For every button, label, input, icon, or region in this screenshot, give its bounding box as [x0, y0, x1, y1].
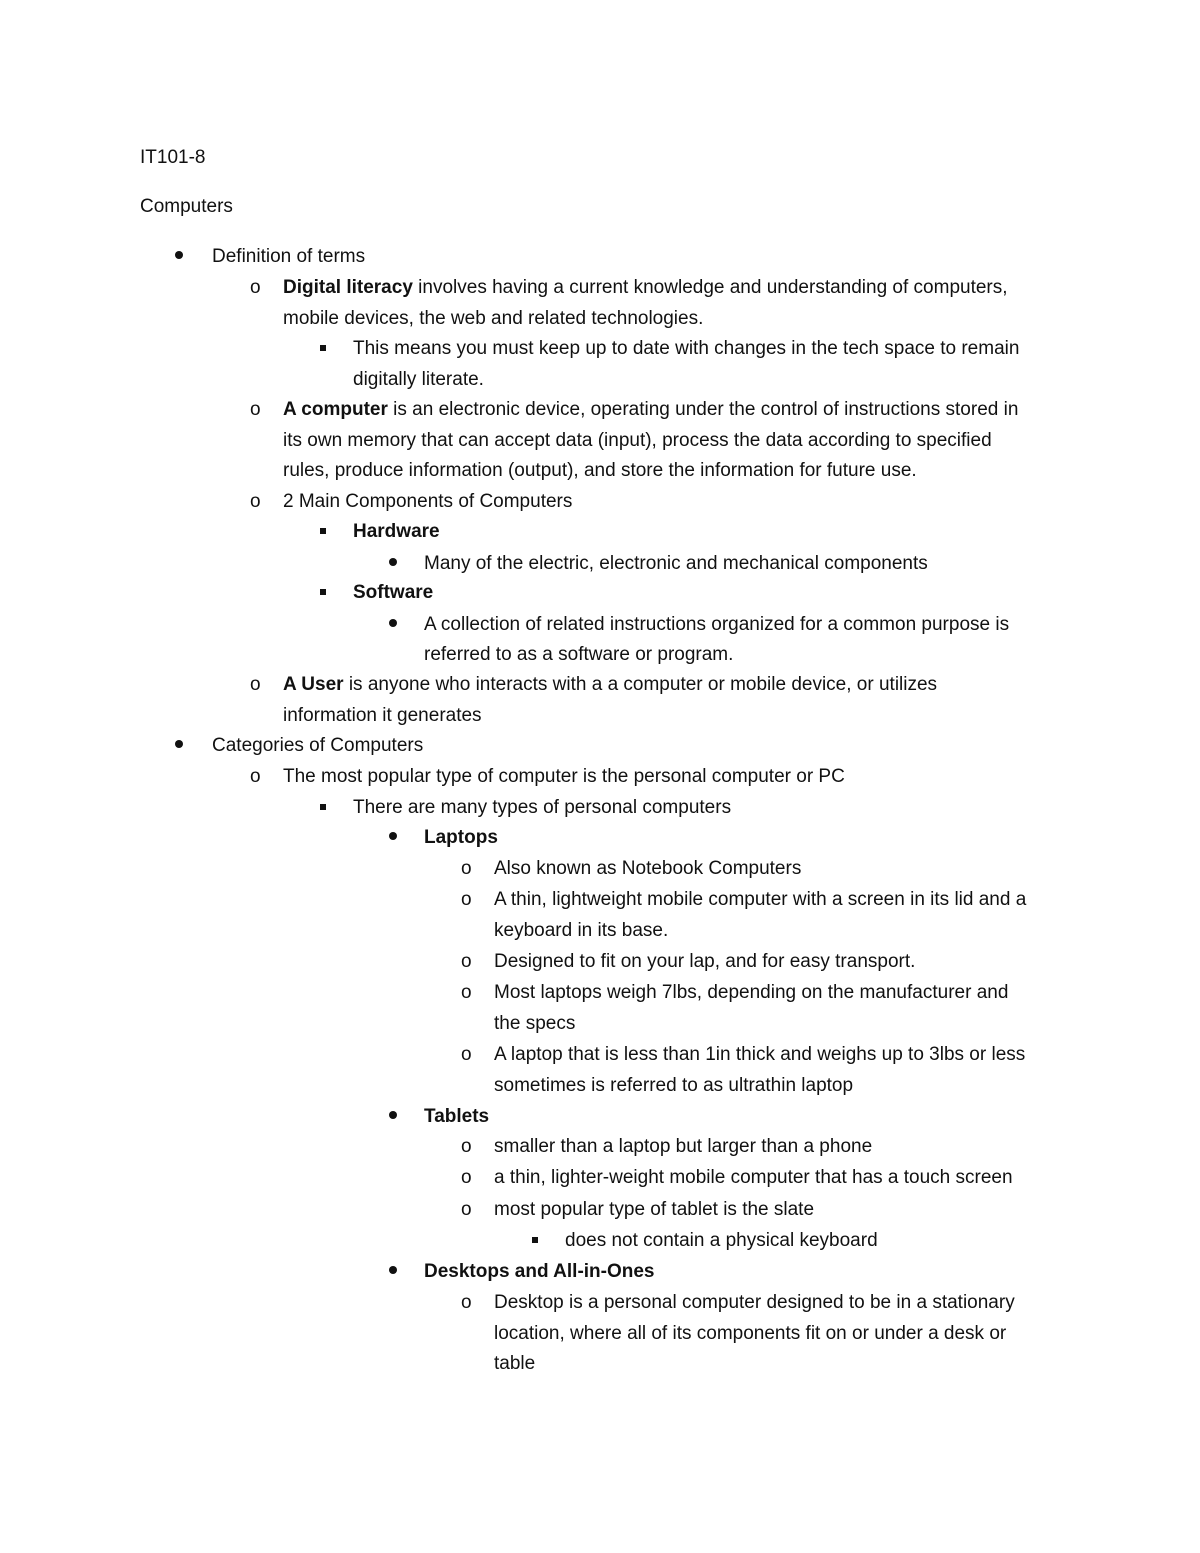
list-item-continuation: rules, produce information (output), and store the information for future use.	[283, 460, 917, 481]
list-item: smaller than a laptop but larger than a phone	[494, 1136, 873, 1157]
list-item: Hardware	[353, 521, 440, 542]
bullet-dot	[389, 558, 397, 566]
list-item	[283, 673, 937, 697]
bullet-o: o	[461, 1044, 472, 1065]
list-item-continuation: information it generates	[283, 705, 482, 726]
list-item: Definition of terms	[212, 246, 366, 267]
list-item: Software	[353, 582, 434, 603]
bullet-square	[320, 589, 326, 595]
bullet-dot	[175, 740, 183, 748]
bullet-dot	[389, 1111, 397, 1119]
definition: is anyone who interacts with a a computer or mobile device, or utilizes	[343, 674, 938, 695]
list-item: A collection of related instructions organized for a common purpose is	[424, 614, 1010, 635]
list-item: The most popular type of computer is the personal computer or PC	[283, 766, 845, 787]
list-item-continuation: location, where all of its components fit on or under a desk or	[494, 1323, 1007, 1344]
bullet-o: o	[250, 766, 261, 787]
bullet-o: o	[461, 951, 472, 972]
bullet-o: o	[250, 277, 261, 298]
bullet-dot	[175, 251, 183, 259]
bullet-o: o	[250, 674, 261, 695]
course-code: IT101-8	[140, 147, 206, 168]
list-item: Designed to fit on your lap, and for easy transport.	[494, 951, 916, 972]
bullet-o: o	[461, 1136, 472, 1157]
list-item: Laptops	[424, 827, 498, 848]
list-item-continuation: sometimes is referred to as ultrathin laptop	[494, 1075, 854, 1096]
list-item-continuation: keyboard in its base.	[494, 920, 669, 941]
list-item: Many of the electric, electronic and mechanical components	[424, 553, 928, 574]
definition: involves having a current knowledge and understanding of computers,	[412, 277, 1008, 298]
list-item: A laptop that is less than 1in thick and weighs up to 3lbs or less	[494, 1044, 1026, 1065]
bullet-o: o	[250, 491, 261, 512]
bullet-o: o	[461, 1292, 472, 1313]
definition: is an electronic device, operating under the control of instructions stored in	[387, 399, 1019, 420]
list-item: Desktop is a personal computer designed to be in a stationary	[494, 1292, 1015, 1313]
list-item: Also known as Notebook Computers	[494, 858, 802, 879]
list-item-continuation: referred to as a software or program.	[424, 644, 734, 665]
bullet-o: o	[461, 1167, 472, 1188]
list-item: Most laptops weigh 7lbs, depending on the manufacturer and	[494, 982, 1009, 1003]
list-item: a thin, lighter-weight mobile computer that has a touch screen	[494, 1167, 1013, 1188]
bullet-square	[320, 804, 326, 810]
list-item-continuation: the specs	[494, 1013, 576, 1034]
list-item	[283, 398, 1018, 422]
list-item: This means you must keep up to date with changes in the tech space to remain	[353, 338, 1020, 359]
list-item: Tablets	[424, 1106, 490, 1127]
list-item: Desktops and All-in-Ones	[424, 1261, 655, 1282]
list-item: There are many types of personal computers	[353, 797, 732, 818]
list-item	[283, 276, 1008, 300]
bullet-o: o	[461, 1199, 472, 1220]
term: A User	[283, 674, 344, 695]
bullet-o: o	[461, 889, 472, 910]
list-item-continuation: digitally literate.	[353, 369, 484, 390]
bullet-dot	[389, 1266, 397, 1274]
bullet-o: o	[250, 399, 261, 420]
list-item: A thin, lightweight mobile computer with a screen in its lid and a	[494, 889, 1027, 910]
bullet-square	[532, 1237, 538, 1243]
list-item: most popular type of tablet is the slate	[494, 1199, 815, 1220]
bullet-dot	[389, 619, 397, 627]
list-item-continuation: mobile devices, the web and related technologies.	[283, 308, 704, 329]
term: Digital literacy	[283, 277, 413, 298]
list-item: does not contain a physical keyboard	[565, 1230, 878, 1251]
page-title: Computers	[140, 196, 233, 217]
bullet-square	[320, 528, 326, 534]
bullet-dot	[389, 832, 397, 840]
bullet-o: o	[461, 982, 472, 1003]
bullet-o: o	[461, 858, 472, 879]
list-item: 2 Main Components of Computers	[283, 491, 573, 512]
list-item: Categories of Computers	[212, 735, 424, 756]
list-item-continuation: its own memory that can accept data (input), process the data according to specified	[283, 430, 992, 451]
term: A computer	[283, 399, 388, 420]
bullet-square	[320, 345, 326, 351]
list-item-continuation: table	[494, 1353, 536, 1374]
